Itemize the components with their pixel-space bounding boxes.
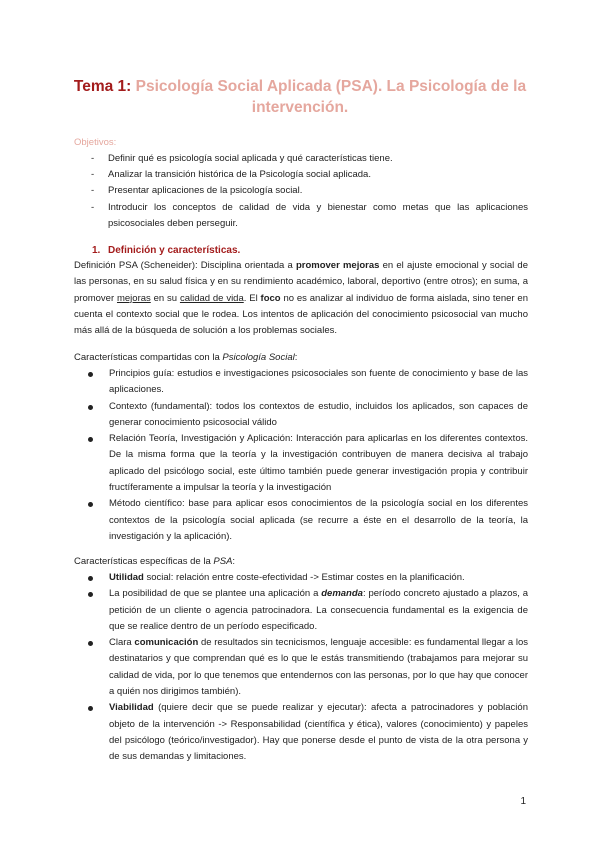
- bullet-dot: [88, 405, 93, 410]
- bullet-dot: [88, 641, 93, 646]
- shared-characteristics-list: [74, 366, 528, 545]
- list-item: La posibilidad de que se plantee una aplicación a demanda: período concreto ajustado a plazos, a petición de un cliente o agencia patrocinadora. La consecuencia fundamental es la exigencia de que se realice dentro de un período especificado.: [74, 586, 528, 635]
- bullet-dot: [88, 372, 93, 377]
- bullet-dot: [88, 706, 93, 711]
- dash-bullet: -: [91, 153, 95, 164]
- specific-characteristics-heading: Características específicas de la PSA:: [74, 556, 236, 567]
- list-item: - Presentar aplicaciones de la psicología social.: [74, 183, 528, 199]
- list-item: - Definir qué es psicología social aplicada y qué características tiene.: [74, 151, 528, 167]
- section-number: 1.: [92, 245, 101, 256]
- specific-characteristics-list: [74, 570, 528, 766]
- bullet-dot: [88, 576, 93, 581]
- title-number: Tema 1:: [73, 78, 132, 95]
- definition-paragraph: Definición PSA (Scheneider): Disciplina orientada a promover mejoras en el ajuste emocional y social de las personas, en su salud física y en su rendimiento académico, laboral, deportivo (entre otros); en suma, a promover mejoras en su calidad de vida. El foco no es analizar al individuo de forma aislada, sino tener en cuenta el contexto social que le rodea. Los intentos de aplicación del conocimiento psicosocial van mucho más allá de la búsqueda de solución a los problemas sociales.: [74, 260, 528, 337]
- page-number: 1: [520, 796, 526, 807]
- list-item: - Introducir los conceptos de calidad de vida y bienestar como metas que las aplicaciones psicosociales deben perseguir.: [91, 201, 528, 229]
- list-item: Método científico: base para aplicar esos conocimientos de la psicología social en los diferentes contextos de la psicología social aplicada (se recurre a éste en el desarrollo de la teoría, la investigación y la aplicación).: [74, 496, 528, 545]
- list-item: Utilidad social: relación entre coste-efectividad -> Estimar costes en la planificación.: [74, 570, 528, 586]
- dash-bullet: -: [91, 169, 95, 181]
- list-item: Contexto (fundamental): todos los contextos de estudio, incluidos los aplicados, son capaces de generar conocimiento psicosocial válido: [74, 399, 528, 432]
- dash-bullet: -: [91, 201, 95, 213]
- list-item: Principios guía: estudios e investigaciones psicosociales son fuente de conocimiento y base de las aplicaciones.: [74, 366, 528, 399]
- dash-bullet: -: [91, 185, 95, 197]
- list-item: Clara comunicación de resultados sin tecnicismos, lenguaje accesible: es fundamental llegar a los destinatarios y que comprendan qué es lo que le estás transmitiendo (trabajamos para mejorar su calidad de vida, por lo que tenemos que entendernos con las personas, por lo que hay que conocer a quién nos dirigimos también).: [74, 635, 528, 700]
- page-title: [60, 76, 540, 118]
- section-heading: [92, 245, 240, 256]
- shared-characteristics-heading: Características compartidas con la Psicología Social:: [74, 352, 298, 363]
- list-item: - Analizar la transición histórica de la Psicología social aplicada.: [74, 167, 528, 183]
- bullet-dot: [88, 437, 93, 442]
- section-title: Definición y características.: [108, 245, 241, 256]
- list-item: Viabilidad (quiere decir que se puede realizar y ejecutar): afecta a patrocinadores y población objeto de la intervención -> Responsabilidad (científica y ética), valores (conocimiento) y papeles del psicólogo (teórico/investigador). Hay que ponerse desde el punto de vista de la otra persona y de sus demandas y limitaciones.: [74, 700, 528, 765]
- objectives-list: [74, 151, 528, 232]
- title-text: Psicología Social Aplicada (PSA). La Psicología de la intervención.: [135, 78, 527, 116]
- list-item: Relación Teoría, Investigación y Aplicación: Interacción para aplicarlas en los diferentes contextos. De la misma forma que la teoría y la investigación contribuyen de manera decisiva al trabajo aplicado del psicólogo social, este último también puede generar investigación propia y contribuir fructíferamente a impulsar la teoría y la investigación: [74, 431, 528, 496]
- bullet-dot: [88, 592, 93, 597]
- bullet-dot: [88, 502, 93, 507]
- objectives-heading: Objetivos:: [74, 137, 117, 148]
